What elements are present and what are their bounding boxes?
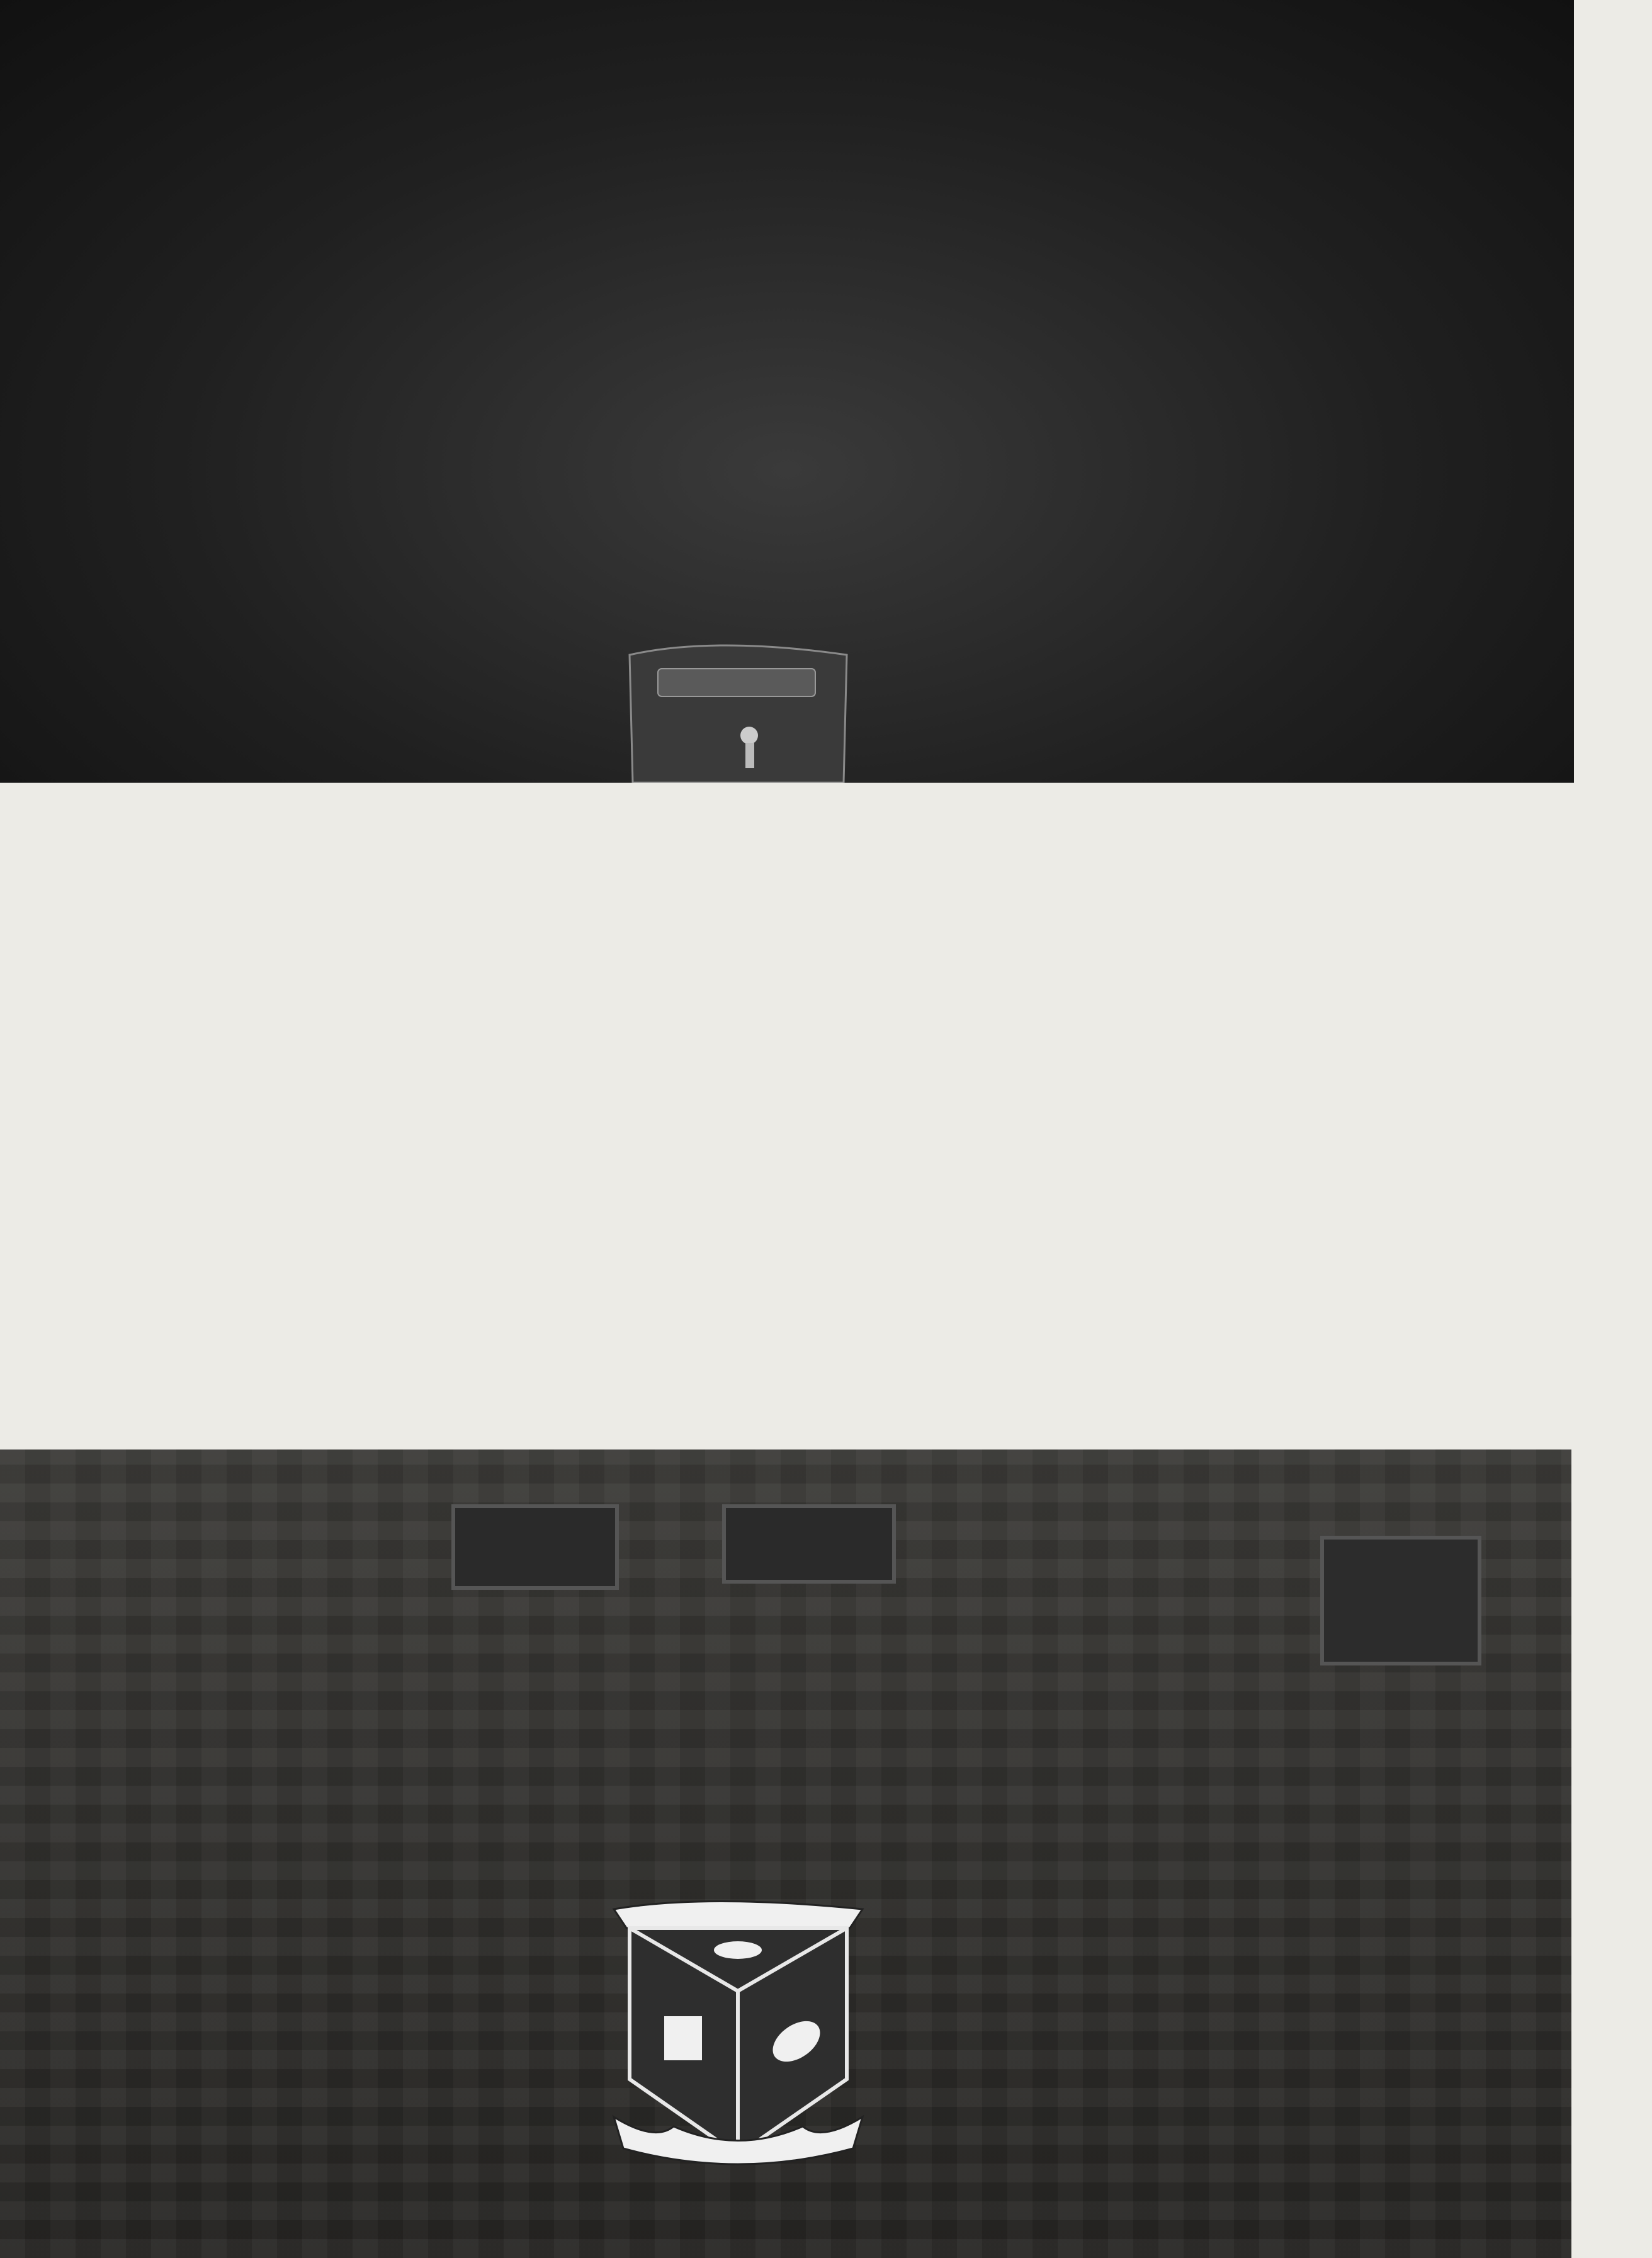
siebecker-group-photo [0, 0, 1574, 783]
siebecker-plaque [630, 645, 847, 783]
spooner-group-photo [0, 1450, 1571, 2258]
spooner-crest [614, 1902, 863, 2165]
siebecker-photo-figures [0, 0, 1574, 783]
spooner-photo-figures [0, 1450, 1571, 2258]
spooner-windows [453, 1506, 1479, 1664]
